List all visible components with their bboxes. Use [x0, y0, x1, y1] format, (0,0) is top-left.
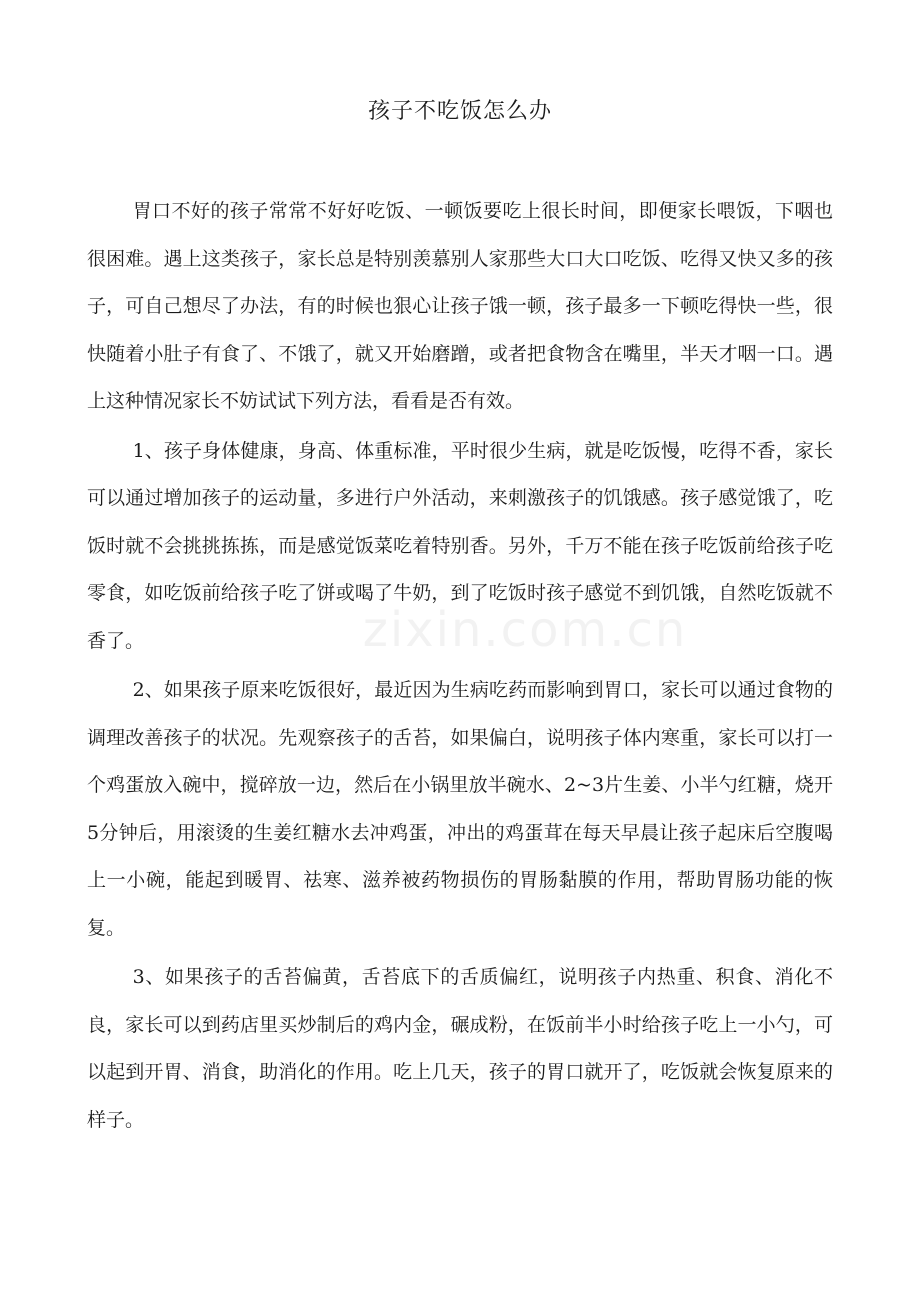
document-body — [87, 188, 833, 1144]
paragraph-intro: 胃口不好的孩子常常不好好吃饭、一顿饭要吃上很长时间，即便家长喂饭，下咽也很困难。遇上这类孩子，家长总是特别羡慕别人家那些大口大口吃饭、吃得又快又多的孩子，可自己想尽了办法，有的时候也狠心让孩子饿一顿，孩子最多一下顿吃得快一些，很快随着小肚子有食了、不饿了，就又开始磨蹭，或者把食物含在嘴里，半天才咽一口。遇上这种情况家长不妨试试下列方法，看看是否有效。 — [87, 200, 833, 412]
paragraph-method-1: 1、孩子身体健康，身高、体重标准，平时很少生病，就是吃饭慢，吃得不香，家长可以通过增加孩子的运动量，多进行户外活动，来刺激孩子的饥饿感。孩子感觉饿了，吃饭时就不会挑挑拣拣，而是感觉饭菜吃着特别香。另外，千万不能在孩子吃饭前给孩子吃零食，如吃饭前给孩子吃了饼或喝了牛奶，到了吃饭时孩子感觉不到饥饿，自然吃饭就不香了。 — [87, 439, 833, 652]
page-title: 孩子不吃饭怎么办 — [367, 99, 552, 124]
paragraph-method-2: 2、如果孩子原来吃饭很好，最近因为生病吃药而影响到胃口，家长可以通过食物的调理改善孩子的状况。先观察孩子的舌苔，如果偏白，说明孩子体内寒重，家长可以打一个鸡蛋放入碗中，搅碎放一边，然后在小锅里放半碗水、2~3片生姜、小半勺红糖，烧开5分钟后，用滚烫的生姜红糖水去冲鸡蛋，冲出的鸡蛋茸在每天早晨让孩子起床后空腹喝上一小碗，能起到暖胃、祛寒、滋养被药物损伤的胃肠黏膜的作用，帮助胃肠功能的恢复。 — [87, 679, 833, 939]
watermark: zixin.com.cn — [362, 602, 688, 658]
paragraph-method-3: 3、如果孩子的舌苔偏黄，舌苔底下的舌质偏红，说明孩子内热重、积食、消化不良，家长可以到药店里买炒制后的鸡内金，碾成粉，在饭前半小时给孩子吃上一小勺，可以起到开胃、消食，助消化的作用。吃上几天，孩子的胃口就开了，吃饭就会恢复原来的样子。 — [87, 966, 833, 1131]
